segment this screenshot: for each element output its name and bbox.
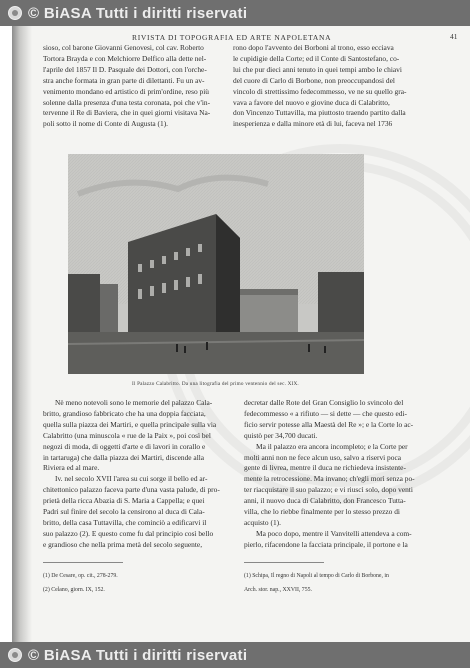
footnote-rule-left bbox=[43, 562, 123, 563]
bottom-left-column bbox=[43, 398, 239, 551]
text-line: decretar dalle Rote del Gran Consiglio lo svincolo del bbox=[244, 398, 404, 407]
text-line: ficio servir potesse alla Maestà del Re »; e la Corte lo ac- bbox=[244, 419, 414, 429]
top-left-column bbox=[43, 43, 219, 130]
footnote-line: Arch. stor. nap., XXVII, 755. bbox=[244, 586, 312, 593]
bottom-watermark-banner bbox=[0, 642, 470, 668]
text-line: villa, che lo riebbe finalmente per lo stesso prezzo di bbox=[244, 507, 400, 517]
text-line: mente la retrocessione. Ma invano; ch'egli morì senza po- bbox=[244, 474, 415, 484]
text-line: e grandioso che nella prima metà del secolo seguente, bbox=[43, 539, 203, 549]
binding-shadow bbox=[12, 26, 32, 642]
text-line: Ma il palazzo era ancora incompleto; e la Corte per bbox=[256, 441, 408, 451]
text-line: quella sulla piazza dei Martiri, e quella principale sulla via bbox=[43, 419, 217, 429]
footnote-rule-right bbox=[244, 562, 324, 563]
text-line: britto, grandioso fabbricato che ha una doppia facciata, bbox=[43, 408, 206, 418]
text-line: fedecommesso « a rifiuto — si dette — che questo edi- bbox=[244, 408, 407, 418]
text-line: in tartaruga) che dalla piazza dei Martiri, discende alla bbox=[43, 452, 205, 462]
text-line: Tortora Brayda e con Melchiorre Delfico alla dette nel- bbox=[43, 53, 207, 63]
text-line: Ma poco dopo, mentre il Vanvitelli attendeva a com- bbox=[256, 528, 412, 538]
figure-caption: Il Palazzo Calabritto. Da una litografia del primo ventennio del sec. XIX. bbox=[132, 381, 299, 387]
text-line: pierlo, rifacendone la facciata principale, il portone e la bbox=[244, 539, 408, 549]
text-line: quistò per 34,700 ducati. bbox=[244, 430, 318, 440]
footnote-line: (1) De Cesare, op. cit., 278-279. bbox=[43, 572, 118, 579]
page-number: 41 bbox=[450, 32, 458, 41]
text-line: negozi di moda, di oggetti d'arte e di lavori in corallo e bbox=[43, 441, 206, 451]
text-line: Nè meno notevoli sono le memorie del palazzo Cala- bbox=[55, 398, 213, 407]
footnote-line: (2) Celano, giorn. IX, 152. bbox=[43, 586, 105, 593]
footnotes-right bbox=[244, 566, 456, 600]
text-line: suo palazzo (2). E questo come fu dal principio così bello bbox=[43, 528, 214, 538]
running-head: RIVISTA DI TOPOGRAFIA ED ARTE NAPOLETANA bbox=[132, 33, 332, 42]
text-line: Padri sul finire del secolo la censirono al duca di Cala- bbox=[43, 507, 205, 517]
biasa-logo-icon bbox=[8, 6, 22, 20]
text-line: lui che pur dieci anni tenuto in quei tempi ambo le chiavi bbox=[233, 64, 402, 74]
text-line: rono dopo l'avvento dei Borboni al trono, esso ecciava bbox=[233, 43, 394, 52]
text-line: vava a favore del nuovo e giovine duca di Calabritto, bbox=[233, 97, 390, 107]
text-line: britto, della casa Tuttavilla, che cominciò a edificarvi il bbox=[43, 517, 207, 527]
footnotes-left bbox=[43, 566, 233, 600]
text-line: don Vincenzo Tuttavilla, ma piuttosto traendo partito dalla bbox=[233, 108, 406, 118]
watermark-text: © BiASA Tutti i diritti riservati bbox=[28, 4, 248, 22]
text-line: prietà della ricca Abazia di S. Maria a Cappella; e quei bbox=[43, 496, 205, 506]
text-line: tervenne il Re di Baviera, che in quei giorni visitava Na- bbox=[43, 108, 211, 118]
palazzo-calabritto-engraving bbox=[68, 154, 364, 374]
bottom-right-column bbox=[244, 398, 456, 551]
text-line: ter riacquistare il suo palazzo; e vi riuscì solo, dopo venti bbox=[244, 485, 413, 495]
text-line: anni, il nuovo duca di Calabritto, don Francesco Tutta- bbox=[244, 496, 406, 506]
top-watermark-banner bbox=[0, 0, 470, 26]
scanned-page bbox=[12, 26, 470, 642]
text-line: molti anni non ne fece alcun uso, salvo a riservi poca bbox=[244, 452, 402, 462]
text-line: inesperienza e dalla minore età di lui, faceva nel 1736 bbox=[233, 119, 393, 129]
text-line: Calabritto (una minuscola « rue de la Paix », poi così bel bbox=[43, 430, 211, 440]
text-line: venimento mondano ed artistico di prim'ordine, reso più bbox=[43, 86, 209, 96]
text-line: chitettonico palazzo faceva parte d'una vasta palude, di pro- bbox=[43, 485, 220, 495]
text-line: acquisto (1). bbox=[244, 517, 281, 527]
text-line: gente di livrea, mentre il duca ne richiedeva insistente- bbox=[244, 463, 406, 473]
engraving-illustration bbox=[68, 154, 364, 374]
text-line: solenne dalla presenza d'una testa coronata, poi che v'in- bbox=[43, 97, 211, 107]
text-line: vincolo di strettissimo fedecommesso, ve ne su quello gra- bbox=[233, 86, 407, 96]
text-line: Riviera ed al mare. bbox=[43, 463, 100, 473]
text-line: l'aprile del 1857 Il D. Pasquale dei Dottori, con l'orche- bbox=[43, 64, 207, 74]
text-line: stra anche formata in gran parte di dilettanti. Fu un av- bbox=[43, 75, 205, 85]
text-line: Iv. nel secolo XVII l'area su cui sorge il bello ed ar- bbox=[55, 474, 208, 484]
text-line: del cuore di Carlo di Borbone, non preoccupandosi del bbox=[233, 75, 395, 85]
text-line: le cupidigie della Corte; ed il Conte di Santostefano, co- bbox=[233, 53, 400, 63]
top-right-column bbox=[233, 43, 455, 130]
footnote-line: (1) Schipa, Il regno di Napoli al tempo di Carlo di Borbone, in bbox=[244, 572, 389, 579]
watermark-text: © BiASA Tutti i diritti riservati bbox=[28, 646, 248, 664]
biasa-logo-icon bbox=[8, 648, 22, 662]
text-line: poli sotto il nome di Conte di Augusta (1). bbox=[43, 119, 169, 129]
text-line: sioso, col barone Giovanni Genovesi, col cav. Roberto bbox=[43, 43, 204, 52]
